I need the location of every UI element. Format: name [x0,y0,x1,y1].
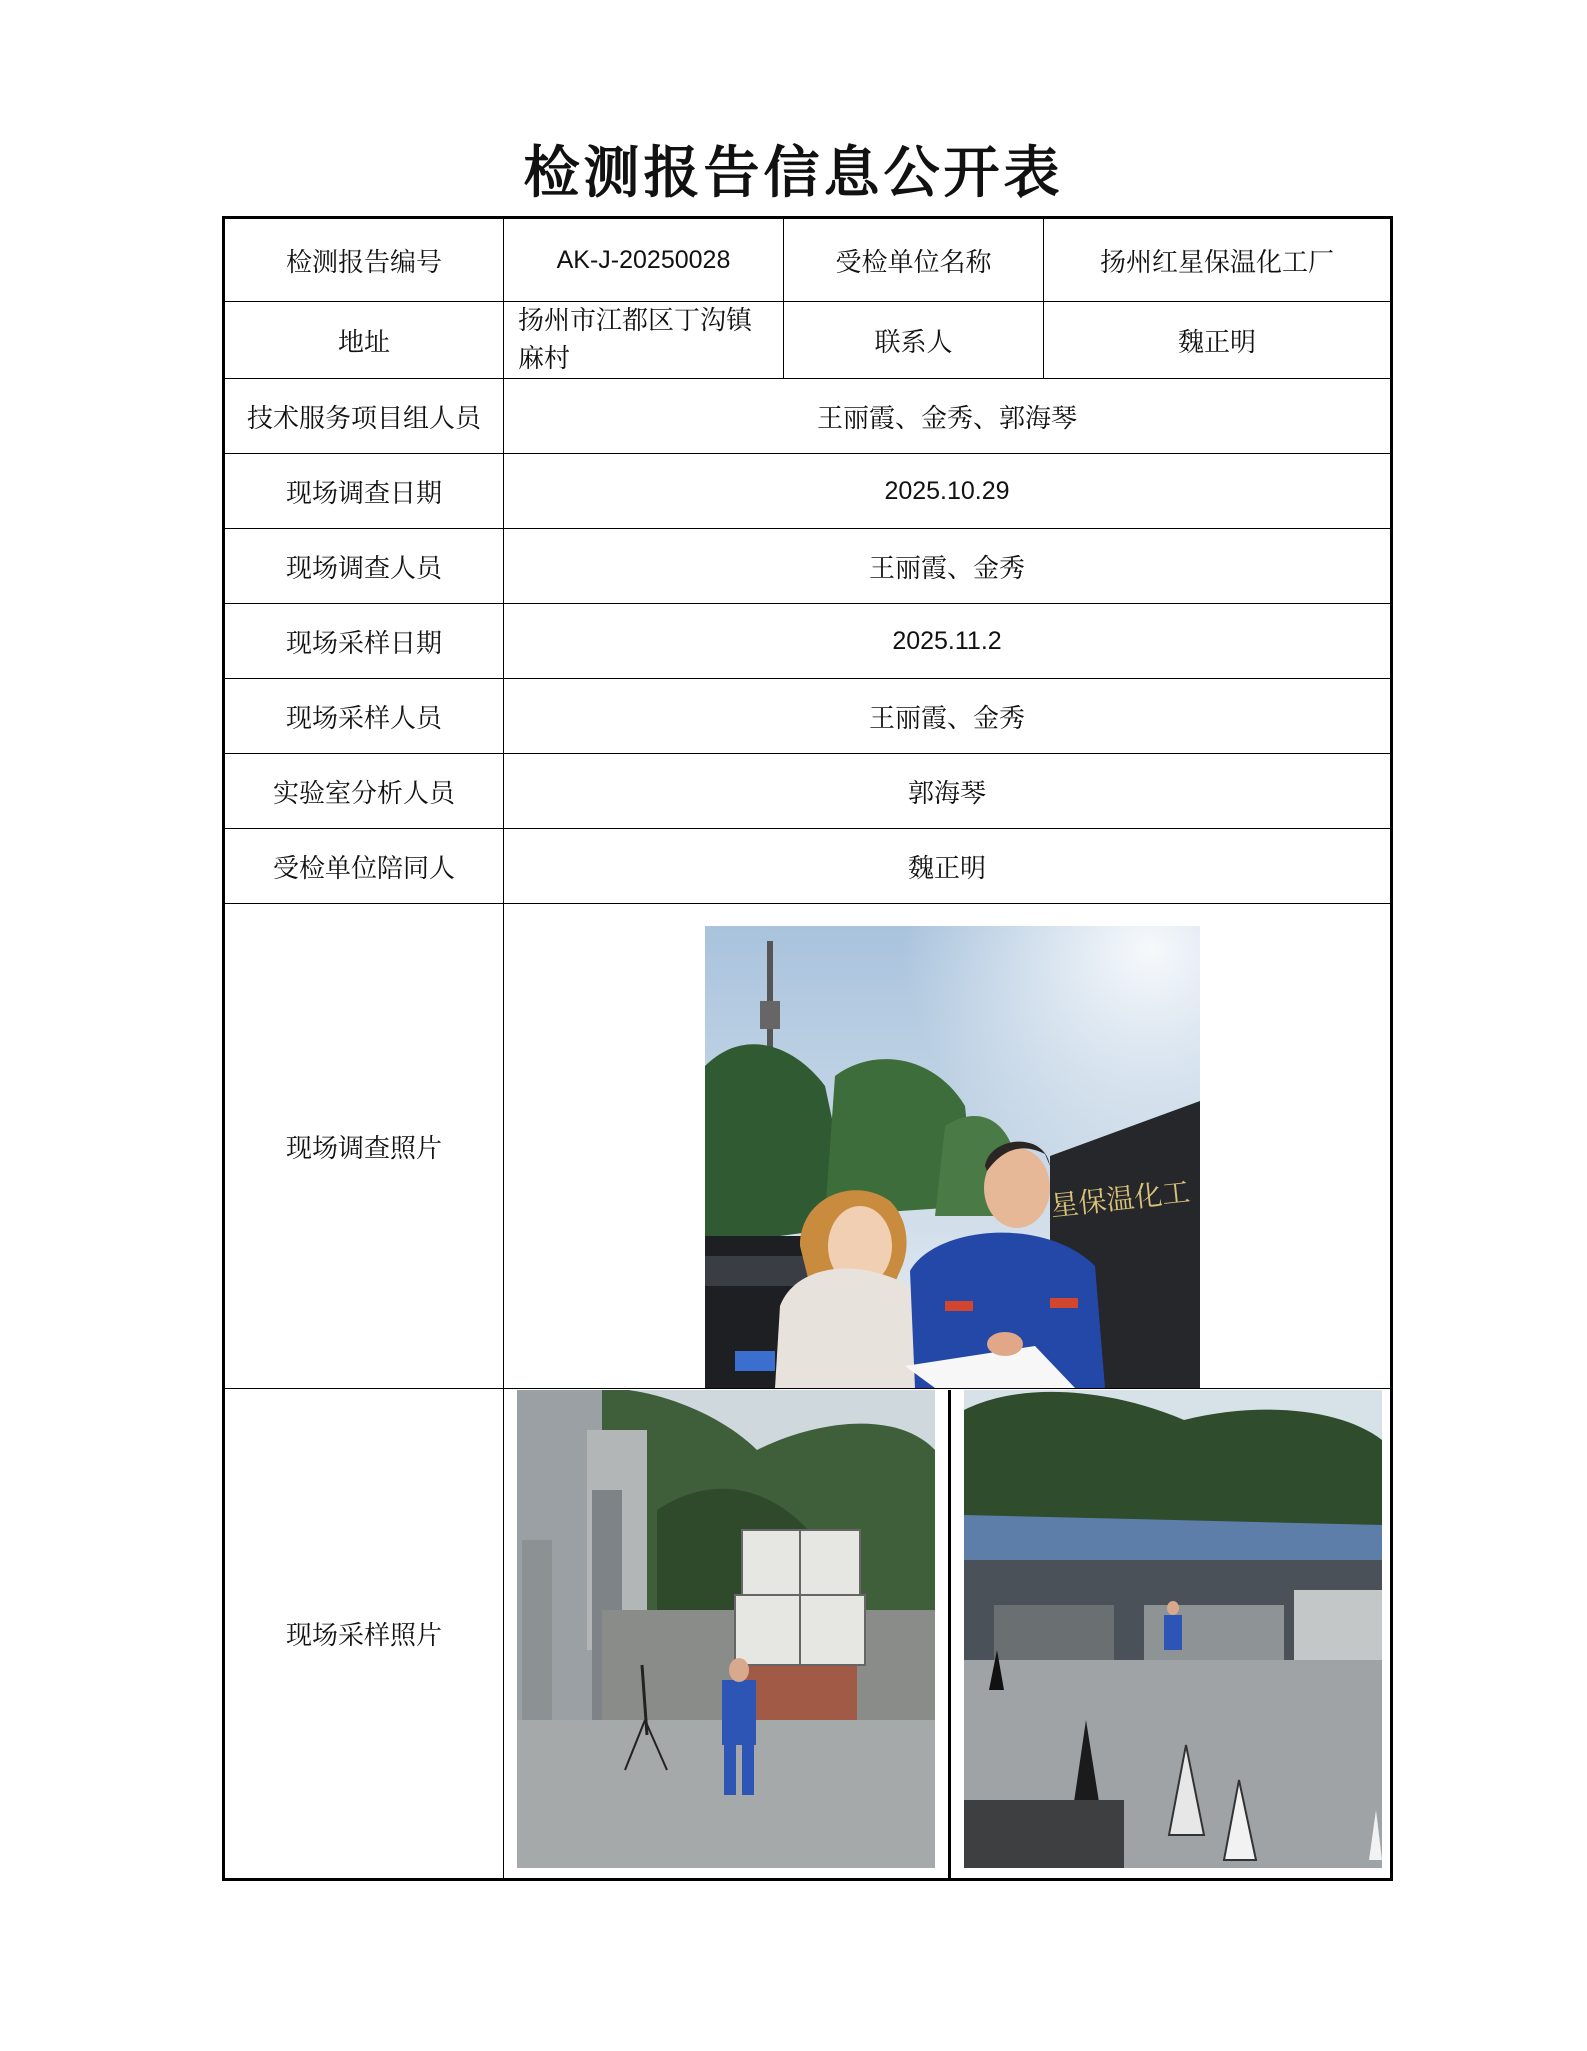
sampling-date-value: 2025.11.2 [504,604,1392,679]
lab-analyst-label: 实验室分析人员 [224,754,504,829]
photo-sign-text: 星保温化工 [1048,1175,1192,1223]
unit-name-value: 扬州红星保温化工厂 [1044,218,1392,302]
report-no-value: AK-J-20250028 [504,218,784,302]
sampling-staff-value: 王丽霞、金秀 [504,679,1392,754]
table-row [224,454,1392,529]
sampling-staff-label: 现场采样人员 [224,679,504,754]
survey-date-label: 现场调查日期 [224,454,504,529]
lab-analyst-value: 郭海琴 [504,754,1392,829]
sampling-photo-2 [964,1390,1382,1868]
team-members-value: 王丽霞、金秀、郭海琴 [504,379,1392,454]
table-row [224,604,1392,679]
contact-value: 魏正明 [1044,302,1392,379]
page-title: 检测报告信息公开表 [523,140,1064,206]
table-row [224,829,1392,904]
table-row [224,754,1392,829]
escort-value: 魏正明 [504,829,1392,904]
survey-photo [705,926,1200,1388]
address-label: 地址 [224,302,504,379]
escort-label: 受检单位陪同人 [224,829,504,904]
contact-label: 联系人 [784,302,1044,379]
survey-staff-value: 王丽霞、金秀 [504,529,1392,604]
survey-photo-label: 现场调查照片 [224,904,504,1389]
team-members-label: 技术服务项目组人员 [224,379,504,454]
unit-name-label: 受检单位名称 [784,218,1044,302]
photo-divider [948,1390,951,1878]
report-no-label: 检测报告编号 [224,218,504,302]
sampling-photo-1 [517,1390,935,1868]
sampling-date-label: 现场采样日期 [224,604,504,679]
address-value: 扬州市江都区丁沟镇麻村 [504,302,784,379]
sampling-photo-label: 现场采样照片 [224,1389,504,1880]
table-row [224,302,1392,379]
table-row [224,679,1392,754]
table-row [224,529,1392,604]
table-row [224,218,1392,302]
table-row [224,379,1392,454]
survey-date-value: 2025.10.29 [504,454,1392,529]
survey-staff-label: 现场调查人员 [224,529,504,604]
